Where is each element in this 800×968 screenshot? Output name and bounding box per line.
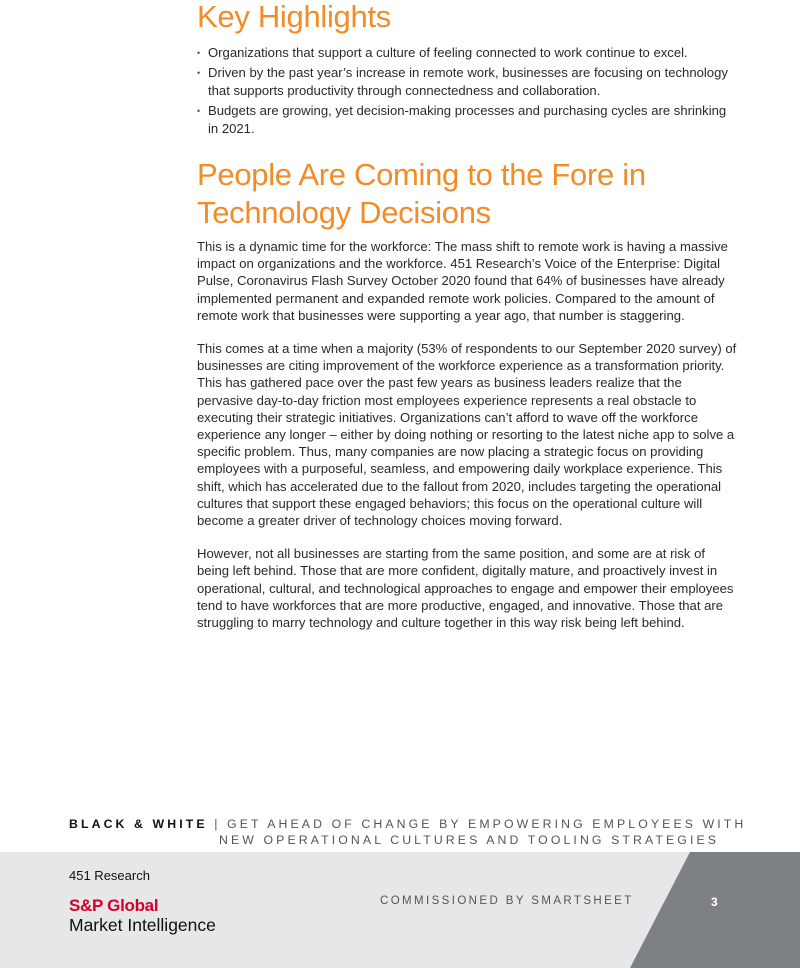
tagline-brand: BLACK & WHITE <box>69 817 208 831</box>
page-number: 3 <box>711 895 718 909</box>
body-paragraph: This comes at a time when a majority (53% of respondents to our September 2020 survey) of businesses are citing improvement of the workforce experience as a transformation priority. This has gathered pace over the past few years as business leaders realize that the pervasive day-to-day friction most employees experience represents a real obstacle to executing their strategic initiatives. Organizations can’t afford to wave off the workforce experience any longer – either by doing nothing or resorting to the latest niche app to solve a specific problem. Thus, many companies are now placing a strategic focus on providing employees with a purposeful, seamless, and empowering daily workplace experience. This shift, which has accelerated due to the fallout from 2020, includes targeting the operational cultures that support these engaged behaviors; this focus on the operational culture will become a greater driver of technology choices moving forward. <box>197 341 737 529</box>
report-tagline <box>69 816 769 848</box>
page-footer <box>0 852 800 968</box>
key-highlights-heading: Key Highlights <box>197 0 391 34</box>
footer-research-label: 451 Research <box>69 868 150 883</box>
key-highlights-list <box>197 44 737 138</box>
commissioned-by: COMMISSIONED BY SMARTSHEET <box>380 895 634 907</box>
section-heading-line2: Technology Decisions <box>197 195 491 230</box>
highlight-bullet: • Driven by the past year’s increase in remote work, businesses are focusing on technology that supports productivity through connectedness and collaboration. <box>197 64 737 100</box>
market-intelligence-logo: Market Intelligence <box>69 915 216 935</box>
section-heading-line1: People Are Coming to the Fore in <box>197 157 646 192</box>
highlight-bullet: • Organizations that support a culture of feeling connected to work continue to excel. <box>197 44 737 62</box>
tagline-line2: NEW OPERATIONAL CULTURES AND TOOLING STRATEGIES <box>219 833 720 847</box>
tagline-separator: | <box>214 817 221 831</box>
highlight-bullet: • Budgets are growing, yet decision-making processes and purchasing cycles are shrinking in 2021. <box>197 102 737 138</box>
footer-page-tab <box>630 852 800 968</box>
page-content <box>197 0 737 631</box>
tagline-line1: GET AHEAD OF CHANGE BY EMPOWERING EMPLOYEES WITH <box>227 817 747 831</box>
sp-global-logo: S&P Global <box>69 896 159 915</box>
body-paragraph: This is a dynamic time for the workforce: The mass shift to remote work is having a massive impact on organizations and the workforce. 451 Research’s Voice of the Enterprise: Digital Pulse, Coronavirus Flash Survey October 2020 found that 64% of businesses have already implemented permanent and expanded remote work policies. Compared to the amount of remote work that businesses were supporting a year ago, that number is staggering. <box>197 239 728 323</box>
body-paragraph: However, not all businesses are starting from the same position, and some are at risk of being left behind. Those that are more confident, digitally mature, and proactively invest in operational, cultural, and technological approaches to engage and empower their employees tend to have workforces that are more productive, engaged, and innovative. Those that are struggling to marry technology and culture together in this way risk being left behind. <box>197 546 734 631</box>
section-heading <box>197 156 737 232</box>
